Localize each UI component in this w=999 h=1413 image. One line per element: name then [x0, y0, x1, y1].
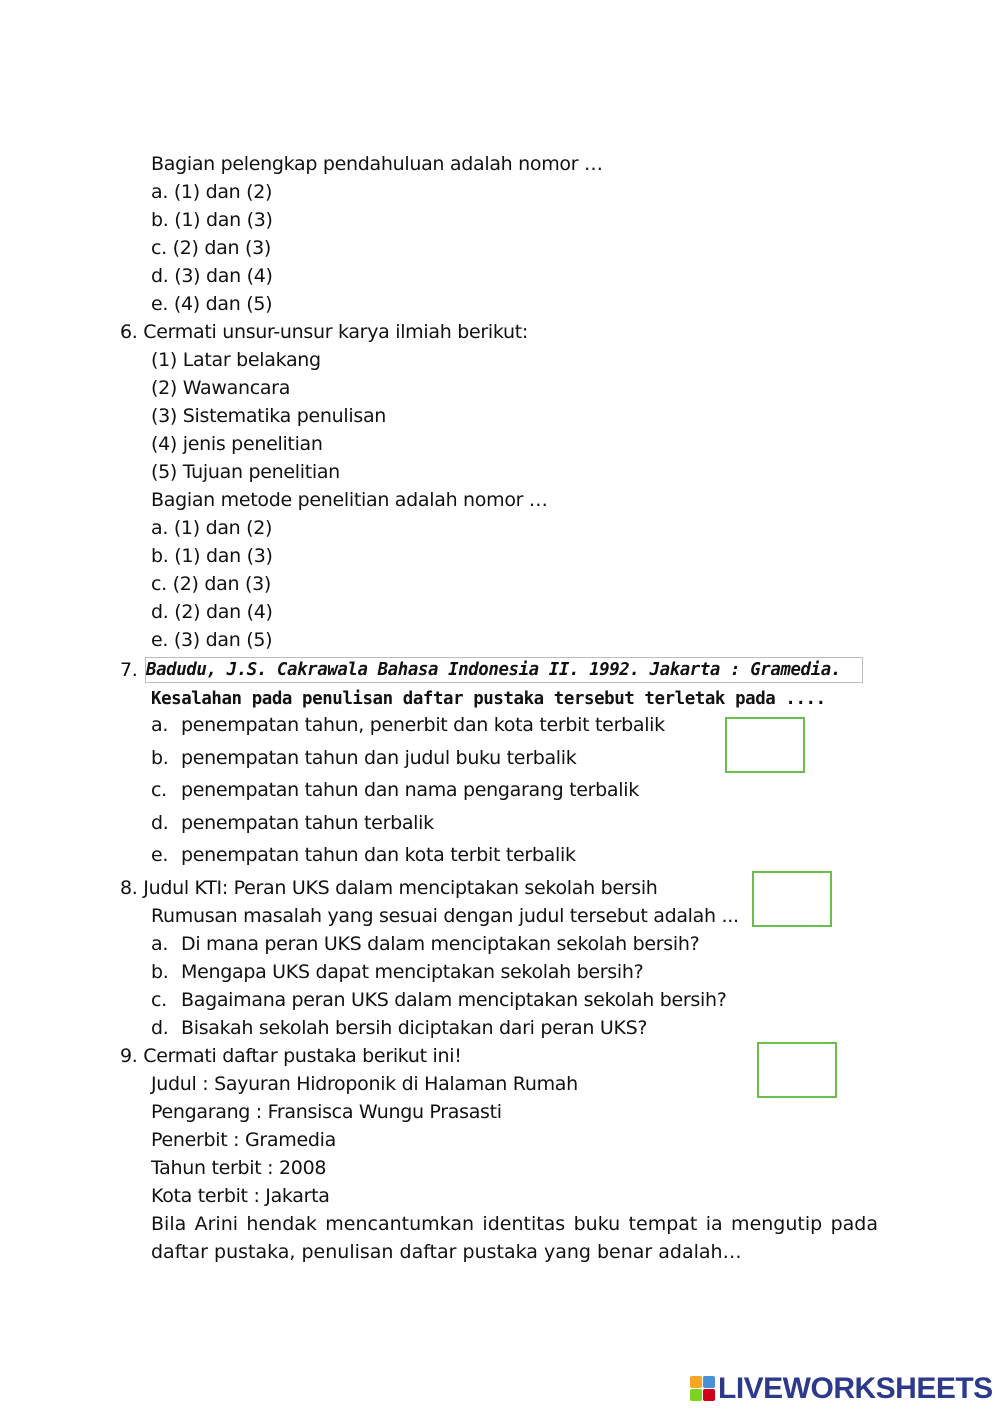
option-text: Bisakah sekolah bersih diciptakan dari peran UKS? [181, 1017, 648, 1039]
q5-option-e: e. (4) dan (5) [151, 293, 273, 315]
option-letter: b. [151, 747, 169, 769]
q7-option-d [151, 811, 434, 835]
option-text: Mengapa UKS dapat menciptakan sekolah bersih? [181, 961, 644, 983]
q6-item-2: (2) Wawancara [151, 377, 291, 399]
q9-question: 9. Cermati daftar pustaka berikut ini! [120, 1045, 462, 1067]
q6-item-4: (4) jenis penelitian [151, 433, 323, 455]
option-text: penempatan tahun, penerbit dan kota terbit terbalik [181, 714, 665, 736]
option-text: Bagaimana peran UKS dalam menciptakan sekolah bersih? [181, 989, 727, 1011]
q5-prompt: Bagian pelengkap pendahuluan adalah nomor … [151, 153, 603, 175]
option-letter: c. [151, 989, 167, 1011]
q6-option-e: e. (3) dan (5) [151, 629, 273, 651]
q5-option-a: a. (1) dan (2) [151, 181, 273, 203]
option-text: penempatan tahun dan kota terbit terbalik [181, 844, 576, 866]
option-letter: c. [151, 779, 167, 801]
option-letter: d. [151, 812, 169, 834]
q6-option-a: a. (1) dan (2) [151, 517, 273, 539]
option-letter: a. [151, 933, 169, 955]
q5-option-d: d. (3) dan (4) [151, 265, 273, 287]
q8-option-b [151, 960, 643, 984]
option-text: penempatan tahun dan nama pengarang terbalik [181, 779, 639, 801]
q6-option-d: d. (2) dan (4) [151, 601, 273, 623]
q9-answer-box[interactable] [757, 1042, 837, 1098]
q7-option-a [151, 713, 665, 737]
q7-option-c [151, 778, 639, 802]
option-text: Di mana peran UKS dalam menciptakan sekolah bersih? [181, 933, 700, 955]
q8-question: 8. Judul KTI: Peran UKS dalam menciptakan sekolah bersih [120, 877, 658, 899]
option-letter: d. [151, 1017, 169, 1039]
q7-prompt: Kesalahan pada penulisan daftar pustaka tersebut terletak pada .... [151, 689, 826, 709]
q7-option-e [151, 843, 576, 867]
q8-prompt: Rumusan masalah yang sesuai dengan judul tersebut adalah ... [151, 905, 739, 927]
q6-question: 6. Cermati unsur-unsur karya ilmiah berikut: [120, 321, 528, 343]
q6-option-c: c. (2) dan (3) [151, 573, 271, 595]
q8-option-c [151, 988, 726, 1012]
q6-item-3: (3) Sistematika penulisan [151, 405, 387, 427]
q8-option-d [151, 1016, 647, 1040]
liveworksheets-logo-icon [690, 1376, 716, 1402]
q8-answer-box[interactable] [752, 871, 832, 927]
q5-option-b: b. (1) dan (3) [151, 209, 273, 231]
q8-option-a [151, 932, 699, 956]
q6-prompt: Bagian metode penelitian adalah nomor … [151, 489, 548, 511]
liveworksheets-logo-text: LIVEWORKSHEETS [718, 1372, 993, 1405]
option-letter: a. [151, 714, 169, 736]
q6-option-b: b. (1) dan (3) [151, 545, 273, 567]
q9-prompt: Bila Arini hendak mencantumkan identitas buku tempat ia mengutip pada daftar pustaka, penulisan daftar pustaka yang benar adalah… [151, 1213, 878, 1263]
q7-number: 7. [120, 659, 138, 681]
q9-detail-city: Kota terbit : Jakarta [151, 1185, 330, 1207]
liveworksheets-logo [690, 1372, 993, 1406]
q7-option-b [151, 746, 576, 770]
q6-item-5: (5) Tujuan penelitian [151, 461, 340, 483]
q7-answer-box[interactable] [725, 717, 805, 773]
q9-detail-author: Pengarang : Fransisca Wungu Prasasti [151, 1101, 502, 1123]
q9-detail-publisher: Penerbit : Gramedia [151, 1129, 336, 1151]
q5-option-c: c. (2) dan (3) [151, 237, 271, 259]
q6-item-1: (1) Latar belakang [151, 349, 321, 371]
option-text: penempatan tahun terbalik [181, 812, 434, 834]
q9-detail-title: Judul : Sayuran Hidroponik di Halaman Rumah [151, 1073, 578, 1095]
q7-reference: Badudu, J.S. Cakrawala Bahasa Indonesia II. 1992. Jakarta : Gramedia. [145, 657, 863, 683]
option-letter: b. [151, 961, 169, 983]
option-letter: e. [151, 844, 169, 866]
option-text: penempatan tahun dan judul buku terbalik [181, 747, 577, 769]
q9-detail-year: Tahun terbit : 2008 [151, 1157, 327, 1179]
